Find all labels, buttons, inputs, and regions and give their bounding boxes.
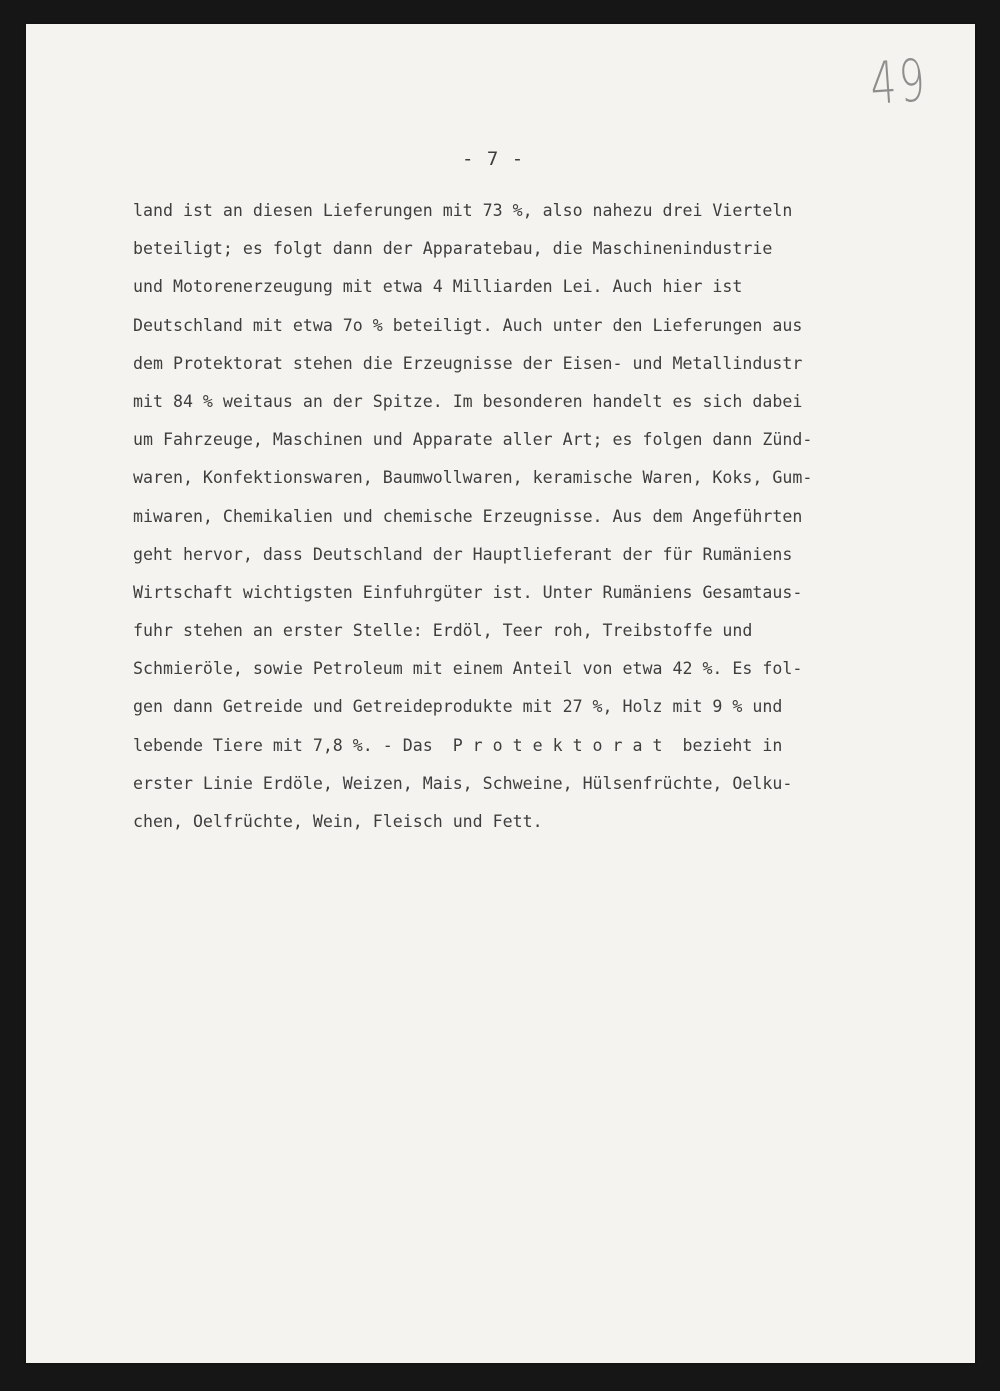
- text-line: fuhr stehen an erster Stelle: Erdöl, Teer roh, Treibstoffe und: [133, 621, 753, 641]
- typed-body-text: [133, 192, 963, 841]
- text-line: lebende Tiere mit 7,8 %. - Das P r o t e k t o r a t bezieht in: [133, 735, 783, 755]
- text-line: Schmieröle, sowie Petroleum mit einem Anteil von etwa 42 %. Es fol-: [133, 659, 803, 679]
- text-line: und Motorenerzeugung mit etwa 4 Milliarden Lei. Auch hier ist: [133, 277, 743, 297]
- text-line: Deutschland mit etwa 7o % beteiligt. Auch unter den Lieferungen aus: [133, 315, 803, 335]
- page-number: - 7 -: [462, 148, 525, 170]
- text-line: miwaren, Chemikalien und chemische Erzeugnisse. Aus dem Angeführten: [133, 506, 803, 526]
- text-line: erster Linie Erdöle, Weizen, Mais, Schweine, Hülsenfrüchte, Oelku-: [133, 773, 793, 793]
- text-line: waren, Konfektionswaren, Baumwollwaren, keramische Waren, Koks, Gum-: [133, 468, 813, 488]
- text-line: dem Protektorat stehen die Erzeugnisse der Eisen- und Metallindustr: [133, 353, 803, 373]
- text-line: chen, Oelfrüchte, Wein, Fleisch und Fett.: [133, 812, 543, 831]
- text-line: Wirtschaft wichtigsten Einfuhrgüter ist. Unter Rumäniens Gesamtaus-: [133, 582, 803, 602]
- handwritten-folio-number: 49: [868, 46, 930, 118]
- text-line: geht hervor, dass Deutschland der Hauptlieferant der für Rumäniens: [133, 544, 793, 564]
- text-line: beteiligt; es folgt dann der Apparatebau, die Maschinenindustrie: [133, 239, 773, 259]
- text-line: gen dann Getreide und Getreideprodukte mit 27 %, Holz mit 9 % und: [133, 697, 783, 717]
- text-line: um Fahrzeuge, Maschinen und Apparate aller Art; es folgen dann Zünd-: [133, 430, 813, 450]
- text-line: mit 84 % weitaus an der Spitze. Im besonderen handelt es sich dabei: [133, 391, 803, 411]
- text-line: land ist an diesen Lieferungen mit 73 %, also nahezu drei Vierteln: [133, 201, 793, 220]
